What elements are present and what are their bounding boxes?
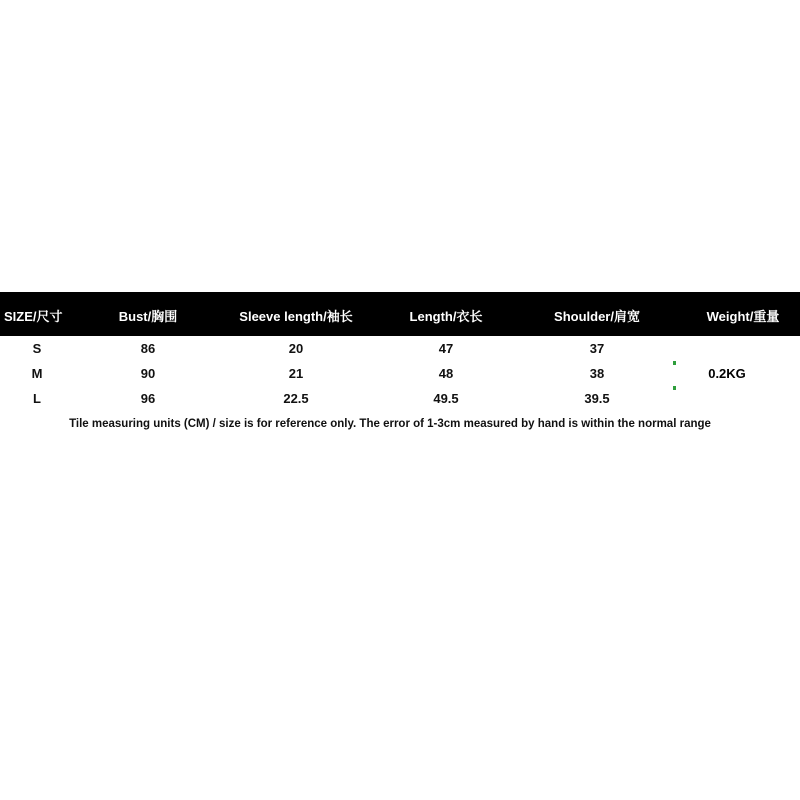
row-l-shoulder: 39.5 [584,391,610,406]
row-s-size: S [32,341,42,356]
row-m-sleeve-length: 21 [288,366,304,381]
table-row-l [0,386,800,411]
row-s-length: 47 [438,341,454,356]
row-l-sleeve-length: 22.5 [283,391,309,406]
row-l-size: L [33,391,41,406]
header-bust: Bust/胸围 [118,309,178,324]
tick-mark-upper [673,361,676,365]
row-m-shoulder: 38 [589,366,605,381]
table-row-s [0,336,800,361]
header-sleeve-length: Sleeve length/袖长 [239,309,353,324]
measurement-note: Tile measuring units (CM) / size is for reference only. The error of 1-3cm measured by hand is within the normal range [69,418,711,430]
header-length: Length/衣长 [409,309,483,324]
row-m-length: 48 [438,366,454,381]
row-s-bust: 86 [140,341,156,356]
header-size: SIZE/尺寸 [4,309,63,324]
size-chart-header-row [0,292,800,336]
table-row-m [0,361,800,386]
row-m-bust: 90 [140,366,156,381]
row-l-bust: 96 [140,391,156,406]
tick-mark-lower [673,386,676,390]
row-s-shoulder: 37 [589,341,605,356]
row-m-size: M [31,366,43,381]
header-weight: Weight/重量 [706,309,780,324]
row-s-sleeve-length: 20 [288,341,304,356]
weight-value: 0.2KG [708,366,746,381]
header-shoulder: Shoulder/肩宽 [554,309,640,324]
row-l-length: 49.5 [433,391,459,406]
size-chart-table [0,292,800,411]
